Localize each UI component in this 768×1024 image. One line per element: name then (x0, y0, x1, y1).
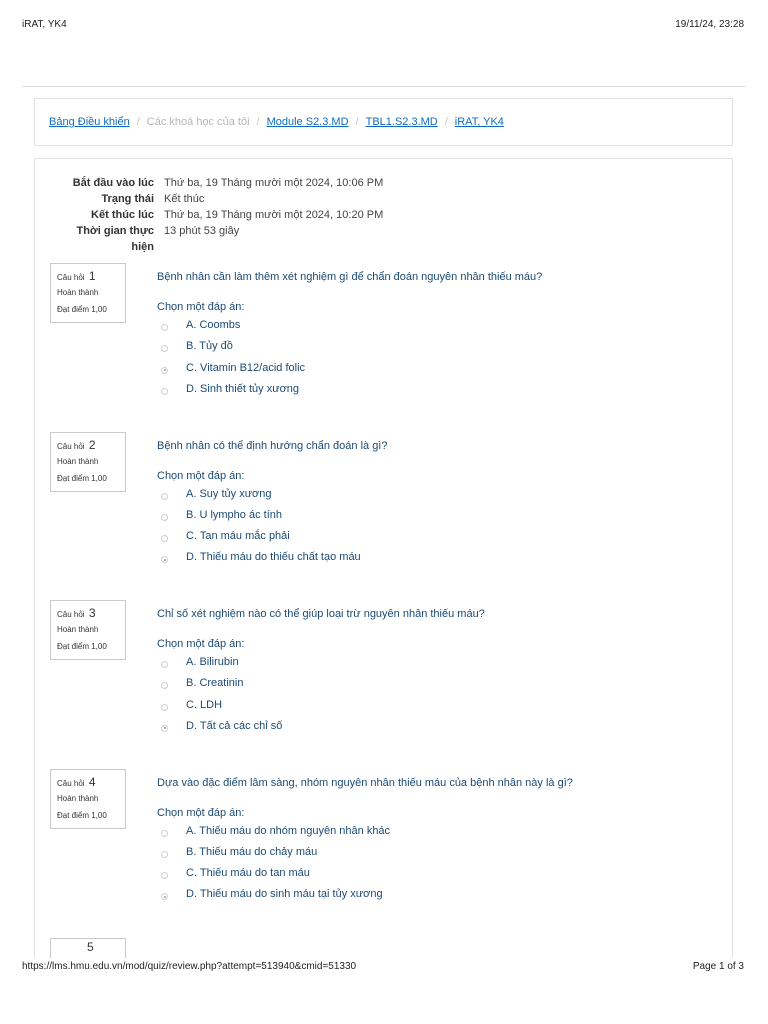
answer-label: C. Tan máu mắc phải (186, 530, 290, 543)
answer-label: D. Thiếu máu do sinh máu tại tủy xương (186, 888, 383, 901)
breadcrumb-separator: / (444, 116, 448, 128)
breadcrumb-separator: / (355, 116, 359, 128)
radio-button[interactable] (161, 872, 168, 879)
answer-option[interactable] (157, 698, 717, 719)
answer-label: C. Thiếu máu do tan máu (186, 867, 310, 880)
print-title: iRAT, YK4 (22, 19, 67, 30)
answer-label: A. Coombs (186, 319, 241, 331)
answer-label: C. Vitamin B12/acid folic (186, 361, 306, 374)
breadcrumb-separator: / (136, 116, 140, 128)
answer-option[interactable] (157, 382, 717, 403)
question-body (157, 439, 717, 572)
breadcrumb-quiz-link[interactable]: iRAT, YK4 (454, 116, 504, 128)
question-status: Hoàn thành (57, 456, 99, 466)
answer-label: B. Creatinin (186, 677, 244, 690)
print-datetime: 19/11/24, 23:28 (675, 19, 744, 30)
started-label: Bắt đầu vào lúc (72, 177, 154, 189)
radio-button[interactable] (161, 661, 168, 668)
answer-list (157, 824, 717, 909)
question-mark: Đạt điểm 1,00 (57, 305, 107, 314)
radio-button[interactable] (161, 514, 168, 521)
answer-option[interactable] (157, 887, 717, 908)
answer-option[interactable] (157, 361, 717, 382)
answer-prompt: Chọn một đáp án: (157, 469, 245, 482)
question-mark: Đạt điểm 1,00 (57, 473, 107, 483)
answer-option[interactable] (157, 845, 717, 866)
radio-button[interactable] (161, 725, 168, 732)
answer-option[interactable] (157, 529, 717, 550)
radio-button[interactable] (161, 388, 168, 395)
question-label: Câu hỏi (57, 610, 85, 619)
radio-button[interactable] (161, 493, 168, 500)
answer-label: C. LDH (186, 698, 223, 711)
breadcrumb (49, 116, 504, 128)
answer-label: A. Bilirubin (186, 656, 239, 668)
question-text: Bệnh nhân có thể định hướng chẩn đoán là gì? (157, 439, 388, 452)
radio-button[interactable] (161, 893, 168, 900)
question-status: Hoàn thành (57, 625, 99, 634)
page-number: Page 1 of 3 (692, 961, 744, 972)
answer-list (157, 655, 717, 740)
radio-button[interactable] (161, 367, 168, 374)
radio-button[interactable] (161, 682, 168, 689)
question-number-line (57, 268, 125, 284)
question-number: 4 (88, 774, 96, 789)
answer-option[interactable] (157, 866, 717, 887)
time-taken-value: 13 phút 53 giây (164, 225, 240, 237)
answer-option[interactable] (157, 339, 717, 360)
answer-option[interactable] (157, 655, 717, 676)
question-number-line (57, 605, 125, 621)
answer-option[interactable] (157, 318, 717, 339)
answer-prompt: Chọn một đáp án: (157, 301, 245, 313)
answer-option[interactable] (157, 508, 717, 529)
breadcrumb-container (34, 98, 733, 146)
question-mark: Đạt điểm 1,00 (57, 810, 107, 820)
question-info (50, 600, 126, 660)
radio-button[interactable] (161, 704, 168, 711)
print-header (22, 19, 744, 33)
answer-label: B. Tủy đồ (186, 340, 233, 353)
answer-label: D. Thiếu máu do thiếu chất tạo máu (186, 551, 361, 564)
question-text: Bệnh nhân cần làm thêm xét nghiệm gì để chẩn đoán nguyên nhân thiếu máu? (157, 271, 543, 283)
question-info-partial (50, 938, 126, 958)
breadcrumb-dashboard-link[interactable]: Bảng Điều khiển (49, 116, 130, 128)
question-number: 1 (88, 269, 96, 283)
answer-label: B. U lympho ác tính (186, 508, 282, 521)
answer-option[interactable] (157, 676, 717, 697)
answer-option[interactable] (157, 550, 717, 571)
state-value: Kết thúc (164, 193, 205, 205)
breadcrumb-tbl-link[interactable]: TBL1.S2.3.MD (365, 116, 438, 128)
answer-list (157, 318, 717, 403)
completed-value: Thứ ba, 19 Tháng mười một 2024, 10:20 PM (164, 209, 384, 221)
question-number-line (57, 774, 125, 790)
answer-label: B. Thiếu máu do chảy máu (186, 845, 318, 858)
question-text: Chỉ số xét nghiệm nào có thể giúp loại trừ nguyên nhân thiếu máu? (157, 608, 485, 620)
breadcrumb-module-link[interactable]: Module S2.3.MD (266, 116, 349, 128)
state-label: Trạng thái (101, 193, 154, 205)
top-divider (22, 86, 746, 87)
radio-button[interactable] (161, 535, 168, 542)
answer-prompt: Chọn một đáp án: (157, 806, 245, 819)
answer-option[interactable] (157, 487, 717, 508)
answer-label: D. Tất cả các chỉ số (186, 719, 283, 732)
answer-prompt: Chọn một đáp án: (157, 638, 245, 650)
print-footer (22, 961, 744, 975)
question-status: Hoàn thành (57, 793, 99, 803)
time-taken-label: Thời gian thực hiện (76, 225, 154, 253)
question-label: Câu hỏi (57, 778, 85, 788)
question-info (50, 263, 126, 323)
answer-list (157, 487, 717, 572)
radio-button[interactable] (161, 324, 168, 331)
radio-button[interactable] (161, 851, 168, 858)
question-label: Câu hỏi (57, 273, 85, 282)
answer-option[interactable] (157, 719, 717, 740)
question-body (157, 607, 717, 740)
question-number: 5 (87, 940, 94, 954)
breadcrumb-separator: / (256, 116, 260, 128)
question-mark: Đạt điểm 1,00 (57, 642, 107, 651)
breadcrumb-my-courses: Các khoá học của tôi (146, 116, 250, 128)
completed-label: Kết thúc lúc (91, 209, 154, 221)
question-text: Dựa vào đặc điểm lâm sàng, nhóm nguyên nhân thiếu máu của bệnh nhân này là gì? (157, 776, 573, 789)
answer-label: A. Thiếu máu do nhóm nguyên nhân khác (186, 824, 391, 837)
question-label: Câu hỏi (57, 441, 85, 451)
answer-option[interactable] (157, 824, 717, 845)
question-number: 2 (88, 437, 96, 452)
started-value: Thứ ba, 19 Tháng mười một 2024, 10:06 PM (164, 177, 384, 189)
radio-button[interactable] (161, 556, 168, 563)
question-info (50, 769, 126, 829)
radio-button[interactable] (161, 830, 168, 837)
radio-button[interactable] (161, 345, 168, 352)
question-status: Hoàn thành (57, 288, 99, 297)
question-number-line (57, 437, 125, 453)
question-number: 3 (88, 606, 96, 620)
answer-label: D. Sinh thiết tủy xương (186, 382, 300, 395)
question-body (157, 270, 717, 403)
quiz-review-content (34, 158, 733, 958)
answer-label: A. Suy tủy xương (186, 487, 272, 500)
print-url: https://lms.hmu.edu.vn/mod/quiz/review.php?attempt=513940&cmid=51330 (22, 961, 357, 972)
question-body (157, 776, 717, 909)
question-info (50, 432, 126, 492)
